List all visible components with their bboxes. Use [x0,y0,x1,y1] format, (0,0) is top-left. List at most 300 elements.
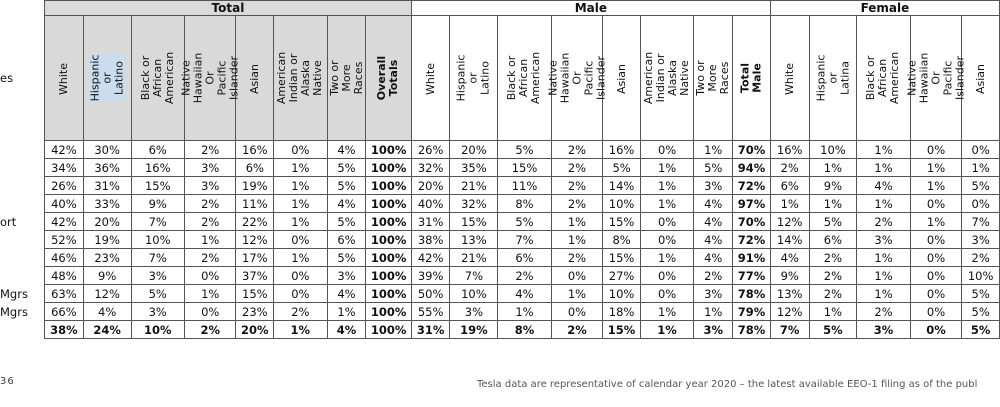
cell-male: 35% [450,159,498,177]
cell-male: 4% [694,249,733,267]
cell-total: 26% [45,177,84,195]
row-label [0,195,45,213]
cell-male: 16% [603,141,641,159]
column-header-total [236,16,274,141]
column-header-male [603,16,641,141]
cell-male: 8% [603,231,641,249]
cell-female: 7% [962,213,1000,231]
cell-male: 55% [411,303,450,321]
row-label [0,231,45,249]
cell-male: 20% [411,177,450,195]
cell-total: 100% [366,177,411,195]
cell-female: 12% [770,303,809,321]
column-header-female [857,16,910,141]
column-header-female [962,16,1000,141]
cell-male: 0% [640,213,693,231]
cell-female: 0% [962,141,1000,159]
cell-total: 100% [366,321,411,339]
cell-female: 5% [962,177,1000,195]
cell-male: 2% [551,177,603,195]
cell-female: 14% [770,231,809,249]
row-label-header: es [0,16,45,141]
column-header-label: Asian [614,63,628,95]
cell-female: 0% [910,249,962,267]
column-header-male [411,16,450,141]
cell-total: 16% [236,141,274,159]
cell-male: 0% [640,141,693,159]
cell-total: 100% [366,231,411,249]
cell-male: 4% [694,195,733,213]
cell-male: 11% [498,177,551,195]
cell-male: 4% [694,213,733,231]
cell-male: 39% [411,267,450,285]
cell-male: 10% [603,285,641,303]
cell-total: 1% [184,285,236,303]
column-header-male [450,16,498,141]
cell-male: 26% [411,141,450,159]
cell-male: 1% [551,231,603,249]
cell-female: 0% [910,303,962,321]
cell-total: 37% [236,267,274,285]
cell-total: 30% [83,141,131,159]
cell-male: 3% [694,285,733,303]
cell-female: 13% [770,285,809,303]
cell-female: 2% [809,249,857,267]
cell-male: 72% [733,177,771,195]
column-header-label: Asian [247,63,261,95]
cell-total: 23% [236,303,274,321]
cell-female: 5% [962,285,1000,303]
cell-total: 0% [274,267,327,285]
cell-female: 2% [809,285,857,303]
cell-male: 94% [733,159,771,177]
row-label: Mgrs [0,285,45,303]
cell-male: 97% [733,195,771,213]
column-header-label: Black or African American [138,51,176,105]
cell-male: 10% [450,285,498,303]
cell-male: 1% [498,303,551,321]
cell-total: 4% [327,195,366,213]
column-header-label: Native Hawaiian Or Pacific Islander [545,52,607,104]
cell-male: 1% [640,321,693,339]
cell-female: 1% [809,195,857,213]
footer-note: Tesla data are representative of calendar year 2020 – the latest available EEO-1 filing as of the publ [477,379,978,390]
cell-male: 5% [694,159,733,177]
cell-female: 1% [857,141,910,159]
cell-total: 34% [45,159,84,177]
table-row [0,321,1000,339]
cell-female: 9% [770,267,809,285]
cell-total: 46% [45,249,84,267]
row-label [0,267,45,285]
cell-total: 9% [83,267,131,285]
cell-total: 10% [131,231,184,249]
cell-male: 32% [411,159,450,177]
cell-total: 1% [274,249,327,267]
cell-total: 16% [131,159,184,177]
cell-total: 66% [45,303,84,321]
cell-female: 1% [809,303,857,321]
cell-total: 7% [131,213,184,231]
cell-female: 1% [770,195,809,213]
cell-total: 24% [83,321,131,339]
cell-total: 63% [45,285,84,303]
cell-female: 1% [962,159,1000,177]
table-row [0,177,1000,195]
column-header-total [131,16,184,141]
cell-female: 4% [857,177,910,195]
table-row [0,141,1000,159]
cell-male: 14% [603,177,641,195]
cell-female: 7% [770,321,809,339]
cell-total: 1% [274,195,327,213]
table-row [0,213,1000,231]
cell-male: 91% [733,249,771,267]
cell-total: 0% [184,267,236,285]
cell-female: 5% [809,213,857,231]
page-number: 36 [0,376,15,387]
column-header-total [45,16,84,141]
cell-total: 3% [184,177,236,195]
cell-total: 3% [327,267,366,285]
cell-male: 15% [603,321,641,339]
cell-total: 48% [45,267,84,285]
cell-total: 2% [184,213,236,231]
cell-female: 5% [809,321,857,339]
cell-total: 1% [274,159,327,177]
column-header-male [498,16,551,141]
cell-male: 1% [694,141,733,159]
cell-male: 5% [498,141,551,159]
cell-male: 0% [640,285,693,303]
cell-female: 3% [857,231,910,249]
cell-male: 4% [694,231,733,249]
cell-total: 5% [327,213,366,231]
cell-total: 40% [45,195,84,213]
group-header-row [0,1,1000,16]
column-header-total [179,16,241,141]
cell-total: 19% [236,177,274,195]
column-header-total [366,16,411,141]
cell-male: 15% [450,213,498,231]
cell-total: 3% [131,303,184,321]
cell-male: 3% [694,177,733,195]
cell-male: 4% [498,285,551,303]
column-header-female [905,16,966,141]
cell-female: 0% [910,267,962,285]
cell-total: 42% [45,141,84,159]
cell-total: 100% [366,141,411,159]
cell-male: 1% [640,195,693,213]
cell-total: 4% [327,321,366,339]
cell-male: 3% [450,303,498,321]
table-row [0,195,1000,213]
cell-female: 2% [770,159,809,177]
cell-total: 1% [184,231,236,249]
cell-total: 12% [236,231,274,249]
cell-total: 2% [184,321,236,339]
cell-male: 0% [551,303,603,321]
cell-female: 2% [962,249,1000,267]
cell-female: 9% [809,177,857,195]
cell-male: 2% [498,267,551,285]
cell-female: 1% [809,159,857,177]
cell-female: 1% [857,159,910,177]
cell-female: 0% [910,285,962,303]
row-label: ort [0,213,45,231]
cell-male: 1% [694,303,733,321]
cell-male: 72% [733,231,771,249]
cell-male: 70% [733,213,771,231]
cell-total: 22% [236,213,274,231]
cell-male: 1% [640,159,693,177]
cell-male: 70% [733,141,771,159]
cell-female: 5% [962,321,1000,339]
row-label [0,177,45,195]
cell-male: 3% [694,321,733,339]
cell-total: 2% [184,195,236,213]
cell-total: 1% [274,213,327,231]
cell-male: 7% [450,267,498,285]
cell-male: 10% [603,195,641,213]
cell-male: 20% [450,141,498,159]
column-header-label: Total Male [738,62,764,94]
cell-male: 1% [640,177,693,195]
cell-male: 2% [551,141,603,159]
cell-total: 0% [274,231,327,249]
cell-female: 1% [857,285,910,303]
cell-total: 1% [274,321,327,339]
cell-female: 1% [857,267,910,285]
cell-total: 0% [274,285,327,303]
cell-female: 2% [857,303,910,321]
cell-male: 15% [603,249,641,267]
cell-total: 9% [131,195,184,213]
cell-male: 7% [498,231,551,249]
column-header-female [770,16,809,141]
column-header-male [694,16,733,141]
column-header-label: White [423,63,437,95]
cell-male: 32% [450,195,498,213]
cell-total: 6% [131,141,184,159]
cell-male: 1% [640,303,693,321]
cell-male: 2% [551,249,603,267]
cell-total: 17% [236,249,274,267]
cell-total: 2% [184,141,236,159]
column-header-total [327,16,366,141]
column-header-label: Black or African American [864,51,902,105]
table-row [0,249,1000,267]
cell-male: 1% [640,249,693,267]
cell-female: 4% [770,249,809,267]
cell-male: 38% [411,231,450,249]
column-header-female [809,16,857,141]
cell-total: 5% [327,249,366,267]
cell-total: 31% [83,177,131,195]
cell-total: 2% [274,303,327,321]
cell-total: 100% [366,267,411,285]
cell-female: 1% [910,213,962,231]
cell-total: 100% [366,213,411,231]
cell-total: 1% [327,303,366,321]
cell-total: 12% [83,285,131,303]
cell-total: 10% [131,321,184,339]
cell-total: 100% [366,159,411,177]
cell-total: 19% [83,231,131,249]
cell-male: 77% [733,267,771,285]
cell-female: 1% [910,159,962,177]
cell-male: 15% [603,213,641,231]
cell-female: 5% [962,303,1000,321]
cell-male: 31% [411,213,450,231]
cell-female: 3% [962,231,1000,249]
column-header-label: Native Hawaiian Or Pacific Islander [179,52,241,104]
column-header-label: Two or More Races [327,60,365,96]
cell-male: 40% [411,195,450,213]
cell-male: 42% [411,249,450,267]
cell-male: 50% [411,285,450,303]
cell-female: 0% [910,231,962,249]
cell-total: 3% [131,267,184,285]
cell-female: 10% [809,141,857,159]
cell-female: 16% [770,141,809,159]
column-header-label: Hispanic or Latina [813,54,851,102]
cell-total: 100% [366,249,411,267]
column-header-label: Two or More Races [694,60,732,96]
cell-total: 33% [83,195,131,213]
column-header-row [0,16,1000,141]
row-label [0,249,45,267]
column-header-label: Native Hawaiian Or Pacific Islander [905,52,966,104]
cell-total: 52% [45,231,84,249]
cell-male: 8% [498,195,551,213]
table-row [0,303,1000,321]
cell-female: 2% [809,267,857,285]
cell-male: 6% [498,249,551,267]
column-header-label: White [56,63,70,95]
cell-male: 0% [640,231,693,249]
column-header-male [640,16,693,141]
cell-total: 100% [366,285,411,303]
group-total: Total [45,1,412,16]
cell-male: 78% [733,285,771,303]
cell-male: 1% [551,285,603,303]
cell-male: 5% [498,213,551,231]
cell-female: 12% [770,213,809,231]
column-header-label: Hispanic or Latino [88,54,126,102]
cell-total: 1% [274,177,327,195]
cell-total: 5% [327,177,366,195]
cell-female: 1% [857,195,910,213]
cell-total: 5% [327,159,366,177]
row-label [0,159,45,177]
row-label [0,321,45,339]
cell-male: 31% [411,321,450,339]
column-header-total [83,16,131,141]
cell-male: 13% [450,231,498,249]
cell-female: 1% [910,177,962,195]
row-label [0,141,45,159]
cell-total: 6% [327,231,366,249]
cell-male: 18% [603,303,641,321]
table-row [0,267,1000,285]
cell-total: 15% [236,285,274,303]
cell-total: 15% [131,177,184,195]
table-row [0,159,1000,177]
table-body [0,141,1000,339]
row-label: Mgrs [0,303,45,321]
cell-female: 6% [809,231,857,249]
cell-male: 78% [733,321,771,339]
cell-female: 10% [962,267,1000,285]
cell-male: 21% [450,177,498,195]
cell-total: 38% [45,321,84,339]
cell-total: 100% [366,195,411,213]
cell-male: 0% [640,267,693,285]
cell-male: 2% [551,159,603,177]
cell-total: 42% [45,213,84,231]
cell-total: 100% [366,303,411,321]
cell-total: 0% [274,141,327,159]
column-header-male [733,16,771,141]
column-header-label: Hispanic or Latino [454,54,492,102]
cell-female: 2% [857,213,910,231]
cell-male: 2% [551,321,603,339]
cell-total: 6% [236,159,274,177]
column-header-male [545,16,607,141]
cell-male: 2% [694,267,733,285]
cell-total: 11% [236,195,274,213]
column-header-label: White [782,63,796,95]
group-female: Female [770,1,999,16]
cell-total: 5% [131,285,184,303]
cell-total: 4% [83,303,131,321]
cell-female: 0% [910,141,962,159]
column-header-label: American Indian or Alaska Native [642,51,692,105]
cell-male: 0% [551,267,603,285]
column-header-label: Black or African American [505,51,543,105]
cell-male: 19% [450,321,498,339]
cell-female: 0% [910,321,962,339]
cell-male: 2% [551,195,603,213]
cell-total: 20% [236,321,274,339]
cell-female: 3% [857,321,910,339]
cell-male: 21% [450,249,498,267]
cell-female: 6% [770,177,809,195]
cell-total: 4% [327,141,366,159]
cell-male: 5% [603,159,641,177]
cell-total: 2% [184,249,236,267]
table-row [0,285,1000,303]
cell-total: 20% [83,213,131,231]
corner-cell [0,1,45,16]
cell-total: 23% [83,249,131,267]
cell-male: 1% [551,213,603,231]
cell-total: 7% [131,249,184,267]
cell-male: 8% [498,321,551,339]
group-male: Male [411,1,770,16]
cell-total: 0% [184,303,236,321]
cell-male: 15% [498,159,551,177]
cell-male: 79% [733,303,771,321]
column-header-label: American Indian or Alaska Native [275,51,325,105]
table-row [0,231,1000,249]
column-header-label: Overall Totals [375,55,401,101]
cell-male: 27% [603,267,641,285]
cell-total: 3% [184,159,236,177]
cell-female: 1% [857,249,910,267]
cell-female: 0% [910,195,962,213]
